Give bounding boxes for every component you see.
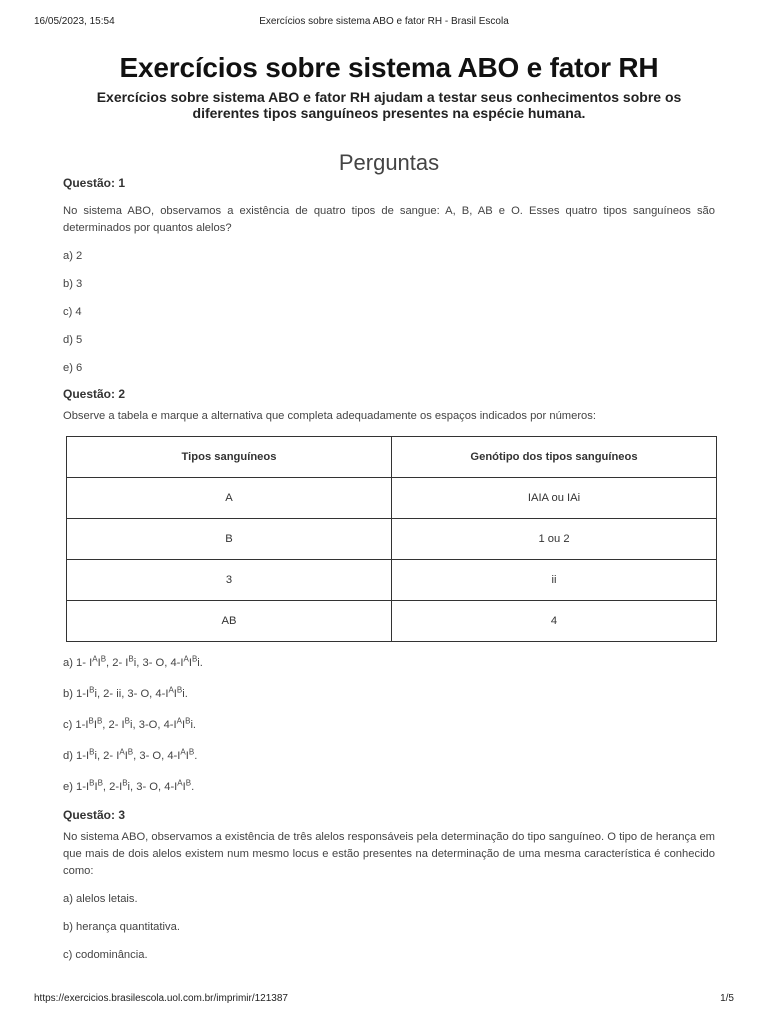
table-row <box>67 560 717 601</box>
page-title: Exercícios sobre sistema ABO e fator RH <box>119 52 659 83</box>
allele-superscript: B <box>185 716 191 726</box>
question-3-option-c: c) codominância. <box>63 949 148 961</box>
allele-superscript: A <box>176 716 182 726</box>
section-title: Perguntas <box>338 150 440 175</box>
article-content <box>63 50 715 963</box>
table-cell: B <box>67 519 392 560</box>
question-2-option-a: a) 1- $I^AI^B$, 2- $I^Bi$, 3- O, $4-I^AI^Bi$. <box>63 654 203 669</box>
question-1-label: Questão: 1 <box>63 176 126 190</box>
table-row <box>67 478 717 519</box>
allele-superscript: B <box>185 778 192 788</box>
allele-superscript: B <box>188 747 195 757</box>
allele-superscript: A <box>168 685 174 695</box>
page-subtitle: Exercícios sobre sistema ABO e fator RH ajudam a testar seus conhecimentos sobre os diferentes tipos sanguíneos presentes na espécie humana. <box>96 89 682 121</box>
allele-superscript: B <box>128 654 134 664</box>
question-1-option-a: a) 2 <box>63 250 83 262</box>
allele-superscript: B <box>191 654 198 664</box>
question-2-option-e: e) $1-I^BI^B$, $2-I^Bi$, 3- O, $4-I^AI^B$. <box>63 778 195 793</box>
allele-superscript: A <box>183 654 189 664</box>
table-cell: A <box>67 478 392 519</box>
table-cell: ii <box>392 560 717 601</box>
allele-superscript: A <box>92 654 98 664</box>
blood-type-table <box>66 436 717 642</box>
print-datetime: 16/05/2023, 15:54 <box>34 16 115 27</box>
allele-superscript: B <box>96 716 103 726</box>
allele-superscript: B <box>88 716 94 726</box>
question-2-option-c: c) $1-I^BI^B$, 2- $I^Bi$, 3-O, $4-I^AI^Bi$. <box>63 716 197 731</box>
table-row <box>67 519 717 560</box>
table-header-cell: Genótipo dos tipos sanguíneos <box>392 437 717 478</box>
question-2-label: Questão: 2 <box>63 387 126 401</box>
allele-superscript: A <box>177 778 183 788</box>
allele-superscript: B <box>127 747 134 757</box>
question-3-option-a: a) alelos letais. <box>63 893 138 905</box>
table-cell: AB <box>67 601 392 642</box>
question-1-text: No sistema ABO, observamos a existência de quatro tipos de sangue: A, B, AB e O. Esses quatro tipos sanguíneos são determinados por quantos alelos? <box>63 205 715 234</box>
table-cell: 1 ou 2 <box>392 519 717 560</box>
print-url: https://exercicios.brasilescola.uol.com.br/imprimir/121387 <box>34 993 288 1004</box>
question-3-option-b: b) herança quantitativa. <box>63 921 180 933</box>
allele-superscript: A <box>180 747 186 757</box>
question-1-option-e: e) 6 <box>63 362 83 374</box>
table-cell: IAIA ou IAi <box>392 478 717 519</box>
question-3-text: No sistema ABO, observamos a existência de três alelos responsáveis pela determinação do tipo sanguíneo. O tipo de herança em que mais de dois alelos existem num mesmo locus e estão presentes na determinação de uma mesma característica é conhecido como: <box>63 831 715 877</box>
print-page-title: Exercícios sobre sistema ABO e fator RH - Brasil Escola <box>259 16 509 27</box>
question-1-option-d: d) 5 <box>63 334 83 346</box>
question-2-option-d: d) $1-I^Bi$, 2- $I^AI^B$, 3- O, $4-I^AI^B$. <box>63 747 198 762</box>
table-header-cell: Tipos sanguíneos <box>67 437 392 478</box>
table-row <box>67 601 717 642</box>
allele-superscript: B <box>100 654 107 664</box>
allele-superscript: B <box>97 778 103 788</box>
allele-superscript: B <box>176 685 183 695</box>
allele-superscript: B <box>89 685 95 695</box>
question-2-text: Observe a tabela e marque a alternativa que completa adequadamente os espaços indicados por números: <box>63 410 596 422</box>
allele-superscript: B <box>122 778 128 788</box>
page-number: 1/5 <box>720 993 734 1004</box>
question-3-label: Questão: 3 <box>63 808 126 822</box>
allele-superscript: B <box>124 716 131 726</box>
allele-superscript: B <box>89 747 95 757</box>
question-1-option-b: b) 3 <box>63 278 83 290</box>
question-2-option-b: b) $1-I^Bi$, 2- ii, 3- O, $4-I^AI^Bi$. <box>63 685 188 700</box>
table-header-row <box>67 437 717 478</box>
question-1-option-c: c) 4 <box>63 306 82 318</box>
table-cell: 4 <box>392 601 717 642</box>
allele-superscript: B <box>89 778 95 788</box>
allele-superscript: A <box>119 747 125 757</box>
table-cell: 3 <box>67 560 392 601</box>
